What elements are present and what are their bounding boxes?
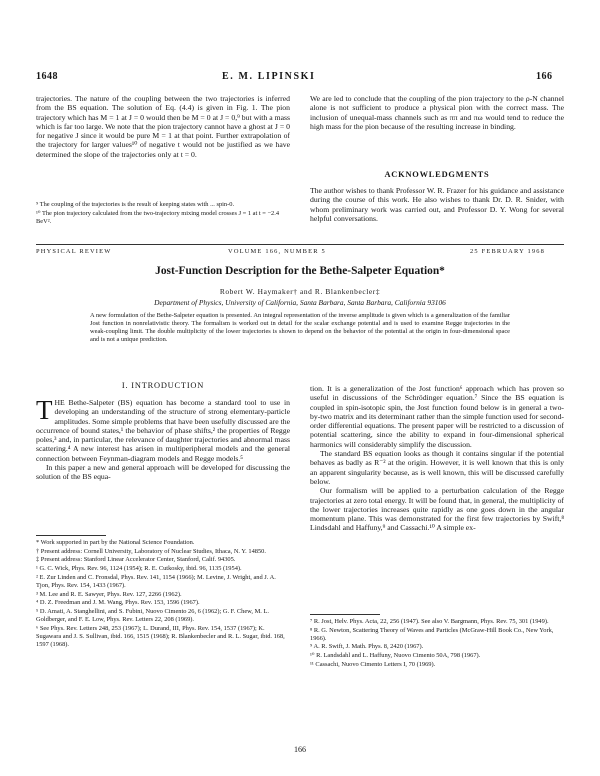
footnote: ¹¹ Cassachi, Nuovo Cimento Letters I, 70 (1969). (310, 660, 436, 668)
section-heading: I. INTRODUCTION (121, 381, 205, 390)
intro-paragraph: Our formalism will be applied to a perturbation calculation of the Regge trajectories at zero total energy. It will be found that, in general, the multiplicity of the lower trajectories increases quite rapidly as one goes down in the angular momentum plane. This was demonstrated for the first few trajectories by Swift,⁸ Lindsdahl and Haffuny,⁹ and Cassachi.¹⁰ A simple ex- (310, 486, 564, 533)
intro-paragraph: HE Bethe-Salpeter (BS) equation has become a standard tool to use in developing an understanding of the structure of strong elementary-particle amplitudes. Some simple problems that have been usefully discussed are the occurrence of bound states,¹ the behavior of phase shifts,² the properties of Regge poles,³ and, in particular, the relevance of daughter trajectories and abnormal mass scattering.⁴ A new interest has arisen in multiperipheral models and the general connection between Feynman-diagram models and Regge models.⁵ (36, 398, 290, 463)
footnote: * Work supported in part by the National Science Foundation. (36, 539, 195, 546)
footnote: ¹⁰ R. Landsdahl and L. Haffuny, Nuovo Cimento 50A, 798 (1967). (310, 652, 481, 660)
prev-left-footnotes (36, 201, 290, 226)
intro-paragraph: The standard BS equation looks as though it contains singular if the potential behaves as badly as R⁻² at the origin. However, it is well known that this is only an apparent singularity because, as is well known, this will be discussed carefully below. (310, 449, 564, 486)
footnote-rule (36, 535, 106, 536)
article-affiliation: Department of Physics, University of California, Santa Barbara, Santa Barbara, California 93106 (154, 298, 446, 307)
intro-right-column (310, 384, 564, 533)
footnote: ⁸ R. G. Newton, Scattering Theory of Waves and Particles (McGraw-Hill Book Co., New York, 1966). (310, 626, 554, 642)
footnote: ⁹ A. R. Swift, J. Math. Phys. 8, 2420 (1967). (310, 643, 424, 651)
footnote: † Present address: Cornell University, Laboratory of Nuclear Studies, Ithaca, N. Y. 14850. (36, 547, 266, 555)
prev-left-text: trajectories. The nature of the coupling between the two trajectories is inferred from the BS equation. The solution of Eq. (4.4) is given in Fig. 1. The pion trajectory which has M = 1 at J = 0 would then be M = 0 at J = 0,⁹ but with a mass which is far too large. We note that the pion trajectory cannot have a ghost at J = 0 for negative J since it would be pure M = 1 at that point. Further extrapolation of the trajectory for larger values¹⁰ of negative t would not be justified as we have determined the slope of the trajectories only at t = 0. (36, 94, 290, 159)
footnote-rule (310, 614, 380, 615)
acknowledgments-heading: ACKNOWLEDGMENTS (384, 170, 490, 179)
footnote: ⁷ R. Jost, Helv. Phys. Acta, 22, 256 (1947). See also V. Bargmann, Phys. Rev. 75, 301 (1949). (310, 618, 549, 625)
footnote: ² E. Zur Linden and C. Fronsdal, Phys. Rev. 141, 1154 (1966); M. Levine, J. Wright, and J. A. Tjon, Phys. Rev. 154, 1433 (1967). (36, 573, 276, 589)
drop-cap: T (36, 395, 53, 425)
prev-right-text: We are led to conclude that the coupling of the pion trajectory to the ρ-N channel alone is not sufficient to produce a physical pion with the correct mass. The inclusion of unequal-mass channels such as ππ and πω would tend to reduce the high mass for the pion because of the resulting increase in binding. (310, 94, 564, 131)
intro-left-footnotes (36, 539, 290, 650)
footnote: ‡ Present address: Stanford Linear Accelerator Center, Stanford, Calif. 94305. (36, 556, 236, 564)
acknowledgments-text: The author wishes to thank Professor W. R. Frazer for his guidance and assistance during the course of this work. He also wishes to thank Dr. D. R. Snider, with whom preliminary work was carried out, and Professor D. Y. Wong for several helpful conversations. (310, 186, 564, 223)
page-number-bottom: 166 (294, 745, 306, 754)
intro-paragraph: In this paper a new and general approach will be developed for discussing the solution of the BS equa- (36, 463, 290, 482)
running-head: E. M. LIPINSKI (222, 71, 316, 82)
footnote: ¹⁰ The pion trajectory calculated from the two-trajectory mixing model crosses J = 1 at t = −2.4 BeV². (36, 209, 280, 225)
footnote: ⁹ The coupling of the trajectories is the result of keeping states with ... spin-0. (36, 201, 235, 208)
volume-mark: 166 (536, 71, 553, 82)
article-abstract: A new formulation of the Bethe-Salpeter equation is presented. An integral representation of the inverse amplitude is given which is a generalization of the familiar Jost function in nonrelativistic theory. The formalism is worked out in detail for the scalar exchange potential and is used to examine Regge trajectories in the weak-coupling limit. The double multiplicity of the lower trajectories is shown to depend on the behavior of the potential at the origin in four-dimensional space and is not a unique prediction. (90, 312, 510, 344)
footnote: ⁶ See Phys. Rev. Letters 248, 253 (1967); L. Durand, III, Phys. Rev. 154, 1537 (1967); K. Sugawara and J. S. Sullivan, ibid. 166, 1515 (1968); R. Blankenbecler and R. L. Sugar, ibid. 168, 1597 (1968). (36, 624, 285, 648)
intro-right-footnotes (310, 618, 564, 670)
journal-date: 25 FEBRUARY 1968 (470, 248, 546, 255)
header-rule-top (36, 244, 564, 245)
journal-volume: VOLUME 166, NUMBER 5 (228, 248, 326, 255)
article-authors: Robert W. Haymaker† and R. Blankenbecler‡ (219, 287, 381, 296)
footnote: ³ M. Lee and R. E. Sawyer, Phys. Rev. 127, 2266 (1962). (36, 590, 182, 598)
footnote: ⁵ D. Amati, A. Stanghellini, and S. Fubini, Nuovo Cimento 26, 6 (1962); G. F. Chew, M. L. Goldberger, and F. E. Low, Phys. Rev. Letters 22, 208 (1969). (36, 607, 269, 623)
footnote: ¹ G. C. Wick, Phys. Rev. 96, 1124 (1954); R. E. Cutkosky, ibid. 96, 1135 (1954). (36, 565, 242, 573)
page-number: 1648 (36, 71, 58, 82)
article-title: Jost-Function Description for the Bethe-Salpeter Equation* (155, 265, 445, 277)
intro-left-column (36, 395, 290, 482)
intro-paragraph: tion. It is a generalization of the Jost function⁶ approach which has proven so useful in discussions of the Schrödinger equation.⁷ Since the BS equation is coupled in spin-isotopic spin, the Jost function found below is in general a two-by-two matrix and its determinant rather than the simple function used for second-order differential equations. The present paper will be restricted to a discussion of potential scattering, since the ability to expand in four-dimensional spherical harmonics will considerably simplify the discussion. (310, 384, 564, 449)
footnote: ⁴ D. Z. Freedman and J. M. Wang, Phys. Rev. 153, 1596 (1967). (36, 599, 200, 607)
journal-name: PHYSICAL REVIEW (36, 248, 112, 255)
